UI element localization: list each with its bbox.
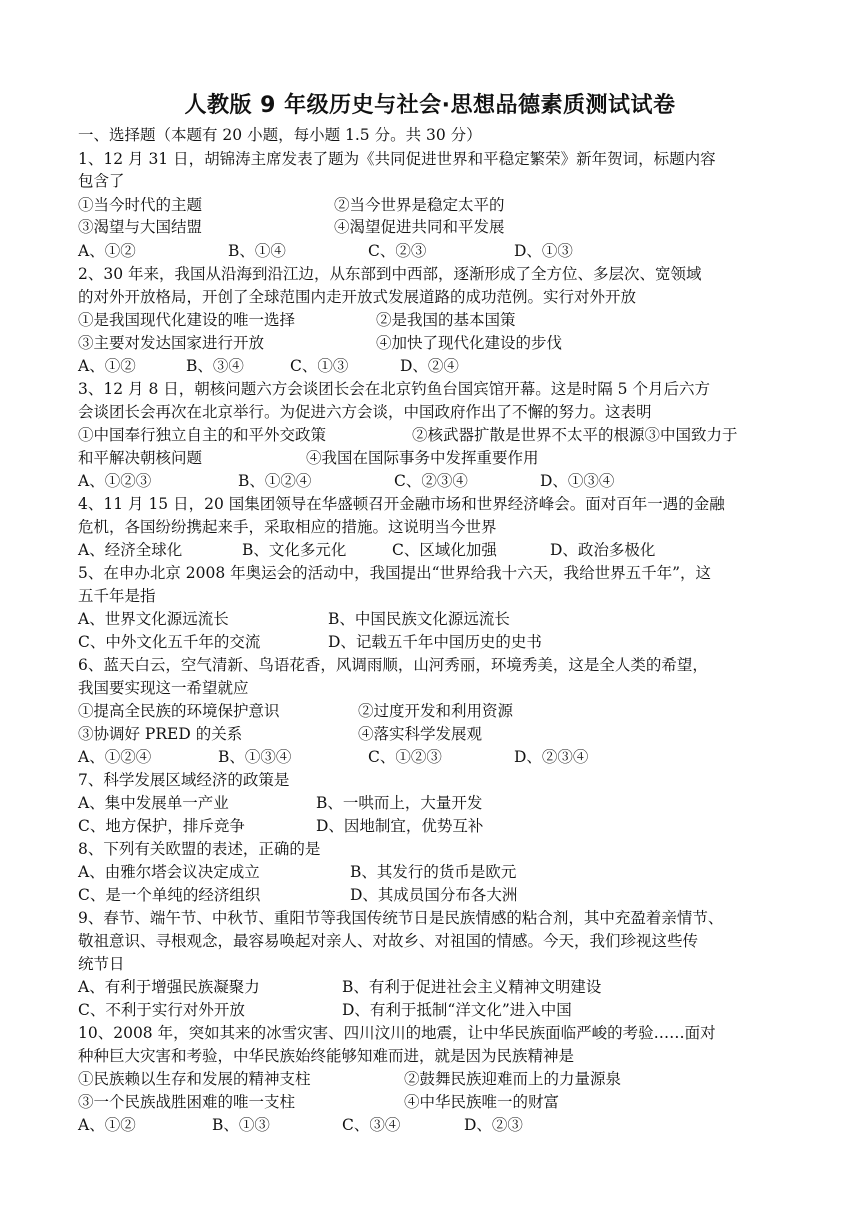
question-8-option-b: B、其发行的货币是欧元 (350, 863, 517, 881)
question-1-option-a: A、①② (78, 242, 136, 260)
question-2-item-2: ②是我国的基本国策 (376, 311, 516, 329)
question-8-option-a: A、由雅尔塔会议决定成立 (78, 863, 260, 881)
question-5-option-c: C、中外文化五千年的交流 (78, 633, 261, 651)
question-8-option-d: D、其成员国分布各大洲 (350, 886, 518, 904)
question-1-item-4: ④渴望促进共同和平发展 (334, 218, 505, 236)
question-1-item-1: ①当今时代的主题 (78, 196, 203, 214)
question-1-option-c: C、②③ (368, 242, 427, 260)
question-3-option-c: C、②③④ (394, 472, 468, 490)
question-8-stem: 8、下列有关欧盟的表述，正确的是 (78, 840, 321, 858)
question-3-option-b: B、①②④ (238, 472, 312, 490)
question-10-item-3: ③一个民族战胜困难的唯一支柱 (78, 1093, 296, 1111)
question-9-option-c: C、不利于实行对外开放 (78, 1001, 245, 1019)
question-10-option-a: A、①② (78, 1116, 136, 1134)
question-3-item-3: 和平解决朝核问题 (78, 449, 203, 467)
question-1-option-d: D、①③ (514, 242, 573, 260)
question-1-option-b: B、①④ (228, 242, 286, 260)
question-2-option-a: A、①② (78, 357, 136, 375)
question-6-option-a: A、①②④ (78, 748, 152, 766)
question-6-stem-line-2: 我国要实现这一希望就应 (78, 679, 249, 697)
question-9-stem-line-1: 9、春节、端午节、中秋节、重阳节等我国传统节日是民族情感的粘合剂，其中充盈着亲情节、 (78, 909, 724, 927)
question-8-option-c: C、是一个单纯的经济组织 (78, 886, 261, 904)
question-4-stem-line-2: 危机，各国纷纷携起来手，采取相应的措施。这说明当今世界 (78, 518, 497, 536)
question-3-item-4: ④我国在国际事务中发挥重要作用 (306, 449, 539, 467)
question-2-item-3: ③主要对发达国家进行开放 (78, 334, 265, 352)
question-4-option-c: C、区域化加强 (392, 541, 497, 559)
question-2-option-c: C、①③ (290, 357, 349, 375)
question-7-option-d: D、因地制宜，优势互补 (316, 817, 484, 835)
question-6-stem-line-1: 6、蓝天白云，空气清新、鸟语花香，风调雨顺，山河秀丽，环境秀美，这是全人类的希望， (78, 656, 708, 674)
question-10-stem-line-2: 种种巨大灾害和考验，中华民族始终能够知难而进，就是因为民族精神是 (78, 1047, 575, 1065)
question-6-option-c: C、①②③ (368, 748, 442, 766)
question-3-option-d: D、①③④ (540, 472, 615, 490)
question-6-item-1: ①提高全民族的环境保护意识 (78, 702, 280, 720)
question-1-stem-line-2: 包含了 (78, 172, 125, 190)
question-6-item-4: ④落实科学发展观 (358, 725, 483, 743)
question-2-option-d: D、②④ (400, 357, 459, 375)
question-9-option-d: D、有利于抵制“洋文化”进入中国 (342, 1001, 572, 1019)
question-9-option-b: B、有利于促进社会主义精神文明建设 (342, 978, 602, 996)
question-10-item-2: ②鼓舞民族迎难而上的力量源泉 (404, 1070, 622, 1088)
question-1-stem-line-1: 1、12 月 31 日，胡锦涛主席发表了题为《共同促进世界和平稳定繁荣》新年贺词，标题内容 (78, 150, 716, 168)
question-4-option-a: A、经济全球化 (78, 541, 183, 559)
question-7-stem: 7、科学发展区域经济的政策是 (78, 771, 290, 789)
question-5-stem-line-2: 五千年是指 (78, 587, 156, 605)
question-3-item-1: ①中国奉行独立自主的和平外交政策 (78, 426, 327, 444)
question-2-stem-line-2: 的对外开放格局，开创了全球范围内走开放式发展道路的成功范例。实行对外开放 (78, 288, 637, 306)
question-2-stem-line-1: 2、30 年来，我国从沿海到沿江边，从东部到中西部，逐渐形成了全方位、多层次、宽领域 (78, 265, 702, 283)
exam-title: 人教版 9 年级历史与社会·思想品德素质测试试卷 (184, 93, 676, 118)
question-9-option-a: A、有利于增强民族凝聚力 (78, 978, 260, 996)
question-10-option-b: B、①③ (212, 1116, 270, 1134)
question-6-item-2: ②过度开发和利用资源 (358, 702, 514, 720)
question-6-option-d: D、②③④ (514, 748, 589, 766)
question-9-stem-line-2: 敬祖意识、寻根观念，最容易唤起对亲人、对故乡、对祖国的情感。今天，我们珍视这些传 (78, 932, 699, 950)
question-1-item-2: ②当今世界是稳定太平的 (334, 196, 505, 214)
question-10-stem-line-1: 10、2008 年，突如其来的冰雪灾害、四川汶川的地震，让中华民族面临严峻的考验……面对 (78, 1024, 716, 1042)
question-4-option-d: D、政治多极化 (550, 541, 656, 559)
question-7-option-c: C、地方保护，排斥竞争 (78, 817, 245, 835)
question-5-option-a: A、世界文化源远流长 (78, 610, 229, 628)
question-6-option-b: B、①③④ (218, 748, 292, 766)
question-5-stem-line-1: 5、在申办北京 2008 年奥运会的活动中，我国提出“世界给我十六天，我给世界五千年”，这 (78, 564, 712, 582)
question-9-stem-line-3: 统节日 (78, 955, 125, 973)
question-4-stem-line-1: 4、11 月 15 日，20 国集团领导在华盛顿召开金融市场和世界经济峰会。面对百年一遇的金融 (78, 495, 725, 513)
question-10-option-c: C、③④ (342, 1116, 401, 1134)
question-5-option-b: B、中国民族文化源远流长 (328, 610, 510, 628)
question-10-item-1: ①民族赖以生存和发展的精神支柱 (78, 1070, 311, 1088)
question-3-item-2: ②核武器扩散是世界不太平的根源③中国致力于 (412, 426, 738, 444)
question-10-item-4: ④中华民族唯一的财富 (404, 1093, 560, 1111)
question-10-option-d: D、②③ (464, 1116, 523, 1134)
question-2-option-b: B、③④ (186, 357, 244, 375)
question-2-item-1: ①是我国现代化建设的唯一选择 (78, 311, 296, 329)
section-heading: 一、选择题（本题有 20 小题，每小题 1.5 分。共 30 分） (78, 126, 482, 144)
question-3-stem-line-1: 3、12 月 8 日，朝核问题六方会谈团长会在北京钓鱼台国宾馆开幕。这是时隔 5 个月后六方 (78, 380, 710, 398)
question-1-item-3: ③渴望与大国结盟 (78, 218, 203, 236)
question-7-option-a: A、集中发展单一产业 (78, 794, 229, 812)
question-3-option-a: A、①②③ (78, 472, 152, 490)
question-2-item-4: ④加快了现代化建设的步伐 (376, 334, 563, 352)
question-3-stem-line-2: 会谈团长会再次在北京举行。为促进六方会谈，中国政府作出了不懈的努力。这表明 (78, 403, 652, 421)
question-4-option-b: B、文化多元化 (242, 541, 347, 559)
question-7-option-b: B、一哄而上，大量开发 (316, 794, 483, 812)
question-5-option-d: D、记载五千年中国历史的史书 (328, 633, 542, 651)
question-6-item-3: ③协调好 PRED 的关系 (78, 725, 243, 743)
